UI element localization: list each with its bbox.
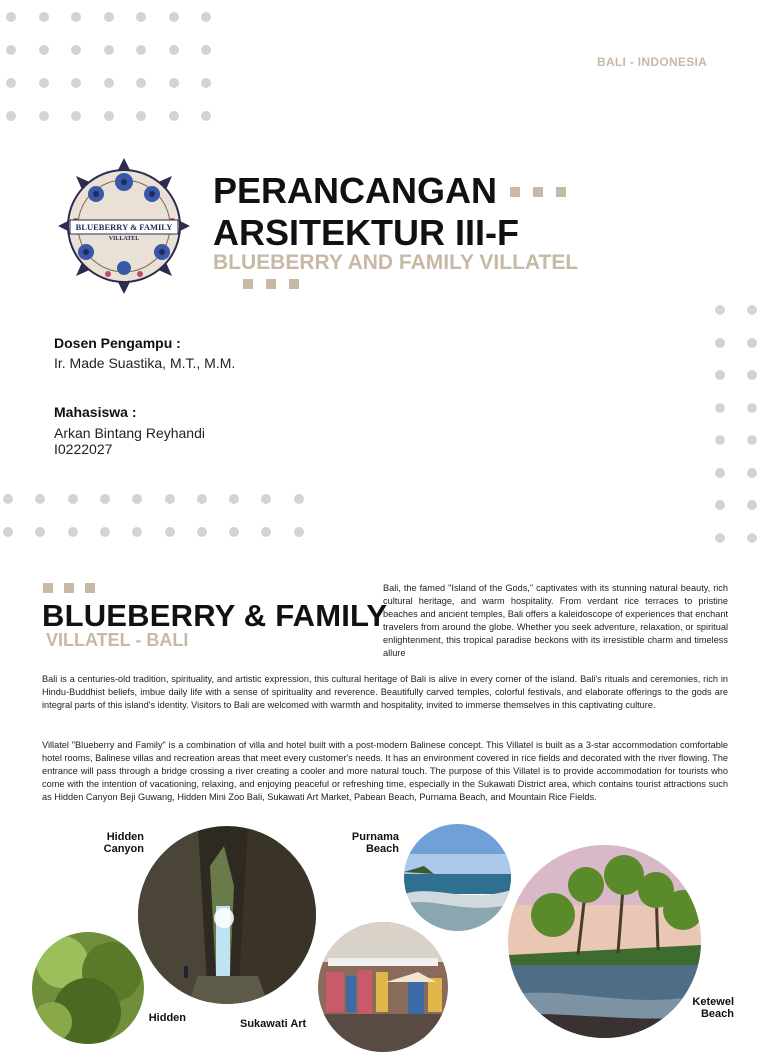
decorative-dot (715, 435, 725, 445)
decorative-dot (201, 45, 211, 55)
villatel-paragraph: Villatel "Blueberry and Family" is a combination of villa and hotel built with a post-modern Balinese concept. This Villatel is built as a 3-star accommodation comfortable hotel rooms, Balinese villas and recreation areas that meet every customer's needs. It has an environment covered in rice fields and decorated with the river flowing. The entrance will pass through a bridge crossing a river creating a cooler and more natural touch. The purpose of this Villatel is to provide accommodation for tourists who come with the intention of vacationing, relaxing, and enjoying peaceful or refreshing time, especially in the Sukawati District area, which contains tourist attractions such as Hidden Canyon Beji Guwang, Hidden Mini Zoo Bali, Sukawati Art Market, Pabean Beach, Purnama Beach, and Mountain Rice Fields. (42, 740, 728, 802)
decorative-dot (100, 494, 110, 504)
decorative-dot (165, 527, 175, 537)
decorative-dot (100, 527, 110, 537)
page-subtitle: BLUEBERRY AND FAMILY VILLATEL (213, 251, 579, 274)
section-title: BLUEBERRY & FAMILY (42, 598, 388, 633)
accent-square (243, 279, 253, 289)
accent-square (266, 279, 276, 289)
decorative-dot (261, 494, 271, 504)
decorative-dot (715, 370, 725, 380)
decorative-dot (6, 111, 16, 121)
decorative-dot (201, 78, 211, 88)
decorative-dot (136, 111, 146, 121)
decorative-dot (294, 494, 304, 504)
decorative-dot (747, 468, 757, 478)
decorative-dot (39, 111, 49, 121)
decorative-dot (35, 527, 45, 537)
decorative-dot (747, 500, 757, 510)
caption-hidden-zoo: Hidden (148, 1012, 186, 1024)
decorative-dot (39, 78, 49, 88)
accent-square (43, 583, 53, 593)
purnama-beach-photo (404, 824, 511, 931)
decorative-dot (169, 78, 179, 88)
accent-square (64, 583, 74, 593)
accent-square (289, 279, 299, 289)
decorative-dot (39, 12, 49, 22)
student-name: Arkan Bintang Reyhandi (54, 425, 205, 441)
hidden-canyon-photo (138, 826, 316, 1004)
decorative-dot (201, 111, 211, 121)
decorative-dot (715, 500, 725, 510)
decorative-dot (715, 305, 725, 315)
decorative-dot (197, 527, 207, 537)
decorative-dot (136, 12, 146, 22)
decorative-dot (201, 12, 211, 22)
decorative-dot (229, 494, 239, 504)
section-subtitle: VILLATEL - BALI (46, 630, 189, 650)
decorative-dot (71, 45, 81, 55)
decorative-dot (68, 527, 78, 537)
hidden-zoo-photo (32, 932, 144, 1044)
decorative-dot (39, 45, 49, 55)
culture-paragraph: Bali is a centuries-old tradition, spirituality, and artistic expression, this cultural heritage of Bali is alive in every corner of the island. Bali's rituals and ceremonies, rich in Hindu-Buddhist beliefs, imbue daily life with a sense of spirituality and reverence. Beautifully carved temples, colorful festivals, and elaborate offerings to the gods are integral parts of this island's identity. Visitors to Bali are welcomed with warmth and hospitality, invited to immerse themselves in this captivating culture. (42, 674, 728, 710)
decorative-dot (747, 370, 757, 380)
student-label: Mahasiswa : (54, 404, 137, 420)
decorative-dot (104, 45, 114, 55)
decorative-dot (3, 494, 13, 504)
logo-name: BLUEBERRY & FAMILY (75, 222, 173, 232)
decorative-dot (136, 45, 146, 55)
caption-sukawati-art: Sukawati Art (240, 1018, 307, 1030)
decorative-dot (71, 78, 81, 88)
decorative-dot (197, 494, 207, 504)
decorative-dot (715, 338, 725, 348)
decorative-dot (104, 78, 114, 88)
decorative-dot (169, 111, 179, 121)
lecturer-name: Ir. Made Suastika, M.T., M.M. (54, 355, 236, 371)
accent-square (85, 583, 95, 593)
lecturer-label: Dosen Pengampu : (54, 335, 181, 351)
decorative-dot (71, 111, 81, 121)
decorative-dot (132, 527, 142, 537)
decorative-dot (169, 45, 179, 55)
decorative-dot (136, 78, 146, 88)
decorative-dot (229, 527, 239, 537)
caption-hidden-canyon: Hidden Canyon (103, 831, 144, 855)
caption-purnama-beach: Purnama Beach (351, 831, 399, 855)
decorative-dot (747, 403, 757, 413)
page-title: PERANCANGAN ARSITEKTUR III-F (213, 170, 519, 253)
decorative-dot (715, 533, 725, 543)
decorative-dot (104, 111, 114, 121)
villatel-logo (56, 156, 192, 296)
decorative-dot (165, 494, 175, 504)
decorative-dot (104, 12, 114, 22)
decorative-dot (747, 435, 757, 445)
accent-square (556, 187, 566, 197)
decorative-dot (35, 494, 45, 504)
decorative-dot (169, 12, 179, 22)
decorative-dot (6, 12, 16, 22)
accent-square (533, 187, 543, 197)
decorative-dot (132, 494, 142, 504)
decorative-dot (715, 468, 725, 478)
logo-subname: VILLATEL (108, 236, 140, 242)
sukawati-art-photo (318, 922, 448, 1052)
accent-square (510, 187, 520, 197)
decorative-dot (6, 78, 16, 88)
decorative-dot (747, 338, 757, 348)
decorative-dot (3, 527, 13, 537)
student-id: I0222027 (54, 441, 113, 457)
decorative-dot (715, 403, 725, 413)
caption-ketewel-beach: Ketewel Beach (692, 996, 734, 1020)
decorative-dot (747, 305, 757, 315)
intro-paragraph: Bali, the famed "Island of the Gods," captivates with its stunning natural beauty, rich cultural heritage, and warm hospitality. From verdant rice terraces to pristine beaches and ancient temples, Bali offers a kaleidoscope of experiences that enchant travelers from around the globe. Whether you seek adventure, relaxation, or spiritual enlightenment, this tropical paradise beckons with its irresistible charm and timeless allure (383, 583, 728, 658)
decorative-dot (6, 45, 16, 55)
decorative-dot (71, 12, 81, 22)
decorative-dot (294, 527, 304, 537)
location-label: BALI - INDONESIA (597, 55, 708, 69)
decorative-dot (261, 527, 271, 537)
decorative-dot (68, 494, 78, 504)
decorative-dot (747, 533, 757, 543)
